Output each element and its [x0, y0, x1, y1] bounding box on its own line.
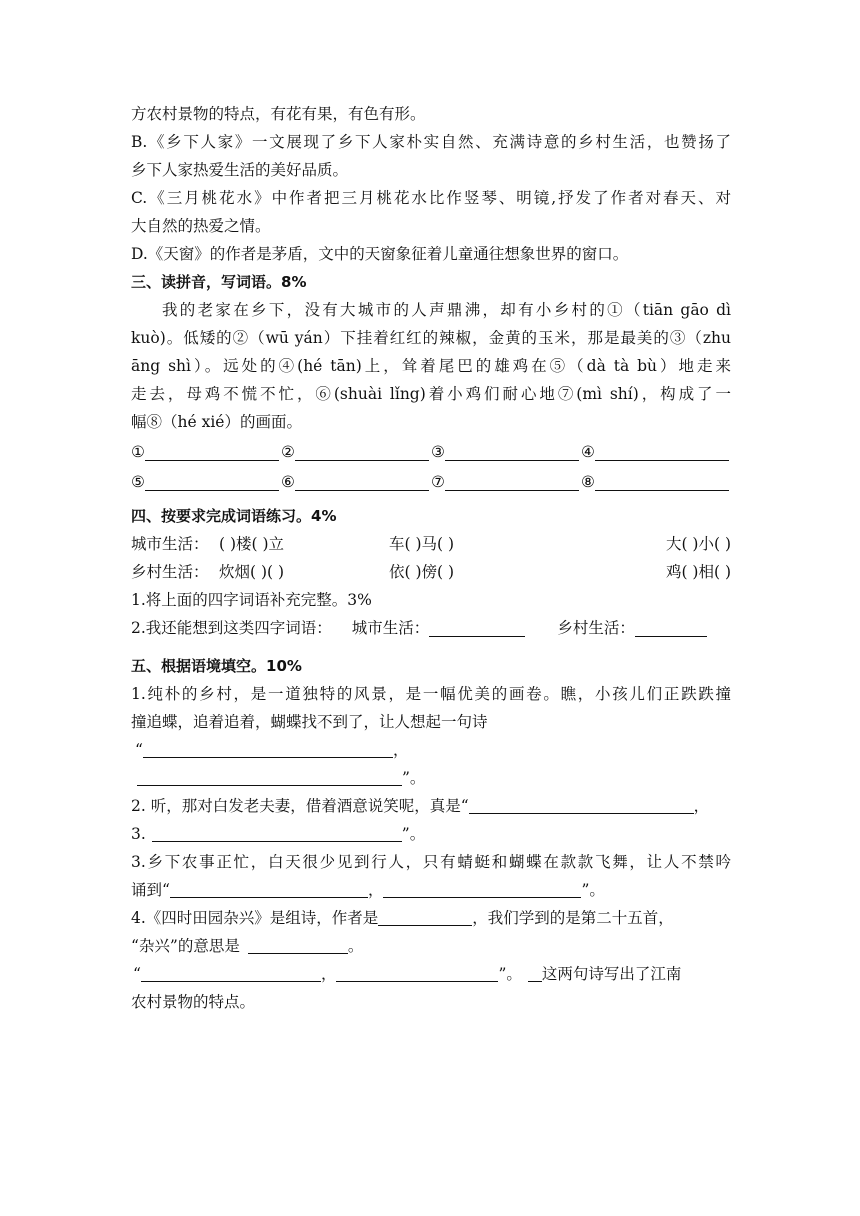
village-words-row [131, 558, 731, 586]
section3-paragraph-line2: kuò)。低矮的②（wū yán）下挂着红红的辣椒，金黄的玉米，那是最美的③（zhu [131, 329, 731, 347]
section5-q4-line3 [133, 960, 731, 988]
section5-q4-line1 [131, 904, 731, 932]
short-blank[interactable] [528, 963, 542, 982]
q2-village-blank[interactable] [635, 618, 707, 637]
section3-paragraph-line3: āng shì）。远处的④(hé tān)上，耸着尾巴的雄鸡在⑤（dà tà bù）地走来 [131, 357, 731, 375]
worksheet-page [131, 100, 731, 1016]
meaning-blank[interactable] [248, 935, 348, 954]
answer-cell [581, 466, 731, 496]
poem-blank-1[interactable] [143, 739, 393, 758]
option-c-line2: 大自然的热爱之情。 [131, 217, 271, 235]
comma: ， [367, 881, 384, 899]
answer-blank[interactable] [445, 470, 579, 491]
option-c-line1: C.《三月桃花水》中作者把三月桃花水比作竖琴、明镜,抒发了作者对春天、对 [131, 189, 731, 207]
author-blank[interactable] [378, 907, 472, 926]
option-b-line2: 乡下人家热爱生活的美好品质。 [131, 161, 349, 179]
answer-row-2 [131, 466, 731, 496]
section5-q1-line1: 1.纯朴的乡村，是一道独特的风景，是一幅优美的画卷。瞧，小孩儿们正跌跌撞 [131, 685, 731, 703]
period: 。 [347, 937, 364, 955]
q4-prompt: 4.《四时田园杂兴》是组诗，作者是 [131, 909, 379, 927]
section5-q2-line2 [131, 820, 731, 848]
answer-blank[interactable] [145, 470, 279, 491]
blank-number: ⑦ [431, 473, 445, 491]
option-d-line1: D.《天窗》的作者是茅盾，文中的天窗象征着儿童通往想象世界的窗口。 [131, 245, 629, 263]
close-quote: ”。 [581, 881, 605, 899]
city-word-1[interactable]: ( )楼( )立 [219, 535, 285, 553]
answer-blank[interactable] [145, 440, 279, 461]
answer-blank[interactable] [295, 440, 429, 461]
q2-city-label: 城市生活： [351, 619, 430, 637]
section4-heading: 四、按要求完成词语练习。4% [131, 507, 337, 525]
answer-blank[interactable] [595, 440, 729, 461]
comma: ， [320, 965, 337, 983]
open-quote: “ [133, 965, 141, 983]
q2-city-blank[interactable] [429, 618, 525, 637]
section5-q4-line4: 农村景物的特点。 [131, 993, 256, 1011]
answer-cell [581, 436, 731, 466]
answer-cell [131, 436, 281, 466]
blank-number: ③ [431, 443, 445, 461]
q2-line2-number: 3. [131, 825, 146, 843]
section4-question2 [131, 614, 731, 642]
open-quote: “ [135, 741, 143, 759]
close-quote: ”。 [402, 769, 426, 787]
comma: ， [693, 797, 710, 815]
answer-blank[interactable] [595, 470, 729, 491]
blank-number: ⑧ [581, 473, 595, 491]
comma: ， [392, 741, 409, 759]
city-label: 城市生活： [131, 535, 209, 553]
poem-blank-2[interactable] [137, 767, 402, 786]
blank-number: ④ [581, 443, 595, 461]
close-quote: ”。 [498, 965, 522, 983]
option-a-tail: 方农村景物的特点，有花有果，有色有形。 [131, 105, 426, 123]
village-word-1[interactable]: 炊烟( )( ) [219, 563, 285, 581]
poem-blank-7[interactable] [141, 963, 321, 982]
q4-meaning-prompt: “杂兴”的意思是 [131, 937, 240, 955]
blank-number: ① [131, 443, 145, 461]
poem-blank-6[interactable] [383, 879, 581, 898]
blank-number: ⑤ [131, 473, 145, 491]
section5-q1-line4 [137, 764, 731, 792]
city-word-3[interactable]: 大( )小( ) [665, 535, 731, 553]
poem-blank-4[interactable] [152, 823, 402, 842]
village-word-3[interactable]: 鸡( )相( ) [665, 563, 731, 581]
q2-prompt: 2. 听，那对白发老夫妻，借着酒意说笑呢，真是“ [131, 797, 469, 815]
q4-line3-suffix: 这两句诗写出了江南 [541, 965, 682, 983]
section5-q3-line2 [131, 876, 731, 904]
answer-cell [281, 436, 431, 466]
section3-paragraph-line4: 走去，母鸡不慌不忙，⑥(shuài lǐng)着小鸡们耐心地⑦(mì shí)，构成了一 [131, 385, 731, 403]
answer-cell [281, 466, 431, 496]
poem-blank-3[interactable] [469, 795, 694, 814]
city-words-row [131, 530, 731, 558]
section5-heading: 五、根据语境填空。10% [131, 657, 302, 675]
answer-blank[interactable] [445, 440, 579, 461]
answer-cell [431, 436, 581, 466]
answer-cell [131, 466, 281, 496]
q3-prompt: 诵到“ [131, 881, 170, 899]
answer-blank[interactable] [295, 470, 429, 491]
section4-question1: 1.将上面的四字词语补充完整。3% [131, 591, 372, 609]
village-label: 乡村生活： [131, 563, 209, 581]
blank-number: ② [281, 443, 295, 461]
section3-heading: 三、读拼音，写词语。8% [131, 273, 307, 291]
section3-paragraph-line5: 幅⑧（hé xié）的画面。 [131, 413, 302, 431]
section3-paragraph-line1: 我的老家在乡下，没有大城市的人声鼎沸，却有小乡村的①（tiān gāo dì [162, 301, 731, 319]
section5-q3-line1: 3.乡下农事正忙，白天很少见到行人，只有蜻蜓和蝴蝶在款款飞舞，让人不禁吟 [131, 853, 731, 871]
question2-prompt: 2.我还能想到这类四字词语： [131, 619, 332, 637]
section5-q4-line2 [131, 932, 731, 960]
q4-suffix: ，我们学到的是第二十五首， [472, 909, 674, 927]
answer-row-1 [131, 436, 731, 466]
option-b-line1: B.《乡下人家》一文展现了乡下人家朴实自然、充满诗意的乡村生活，也赞扬了 [131, 133, 731, 151]
village-word-2[interactable]: 依( )傍( ) [389, 563, 455, 581]
city-word-2[interactable]: 车( )马( ) [389, 535, 455, 553]
answer-cell [431, 466, 581, 496]
section5-q1-line3 [135, 736, 731, 764]
section5-q1-line2: 撞追蝶，追着追着，蝴蝶找不到了，让人想起一句诗 [131, 713, 488, 731]
blank-number: ⑥ [281, 473, 295, 491]
poem-blank-5[interactable] [170, 879, 368, 898]
section5-q2-line1 [131, 792, 731, 820]
poem-blank-8[interactable] [336, 963, 498, 982]
q2-village-label: 乡村生活： [557, 619, 635, 637]
close-quote: ”。 [401, 825, 426, 843]
